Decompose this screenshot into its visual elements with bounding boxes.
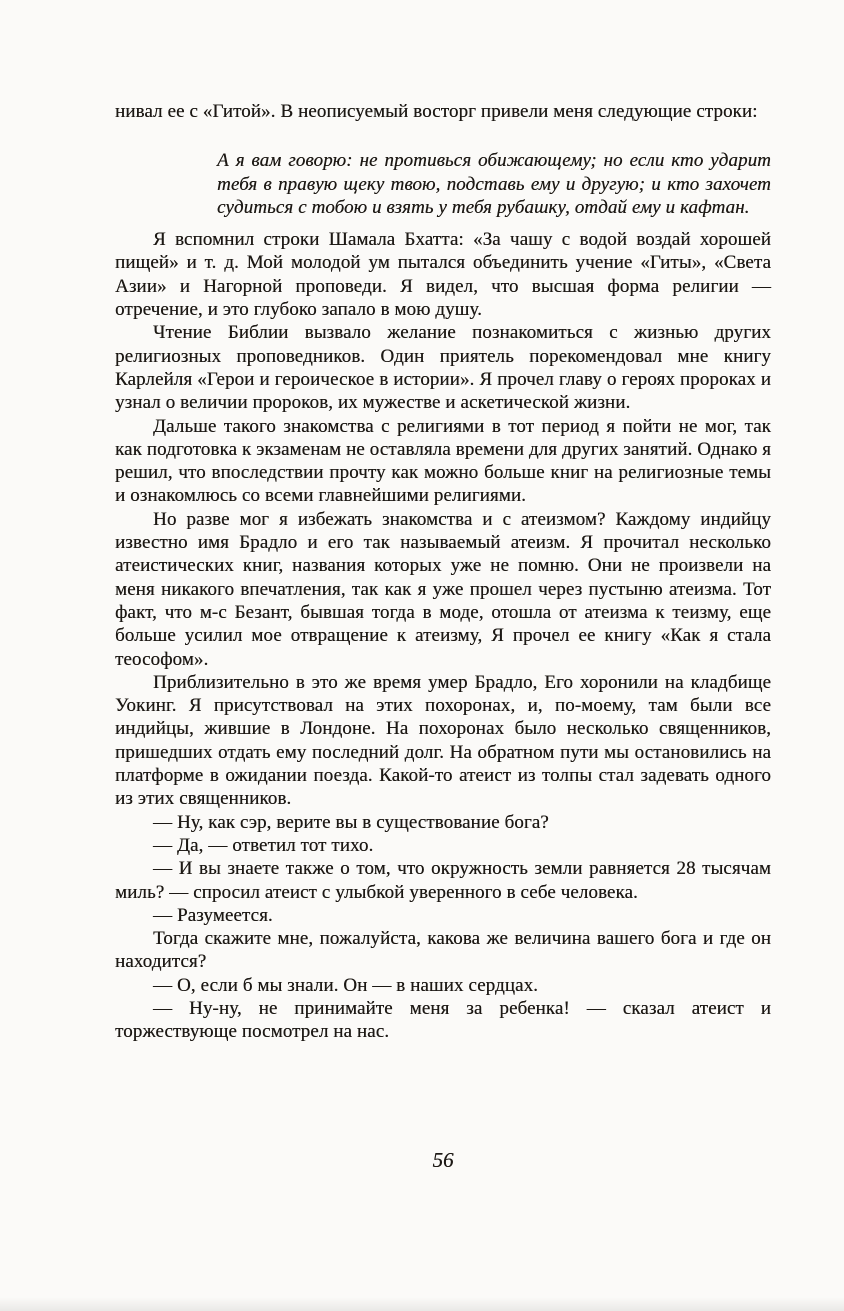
dialogue-line: — Разумеется. bbox=[153, 904, 273, 926]
paragraph: Тогда скажите мне, пожалуйста, какова же величина вашего бога и где он находится? bbox=[115, 928, 771, 973]
paragraph: Чтение Библии вызвало желание познакомиться с жизнью других религиозных проповедников. Один приятель порекомендовал мне книгу Карлейля «Герои и героическое в истории». Я прочел главу о героях пророках и узнал о величии пророков, их мужестве и аскетической жизни. bbox=[115, 322, 771, 414]
paragraph-continuation: нивал ее с «Гитой». В неописуемый восторг привели меня следующие строки: bbox=[115, 101, 758, 122]
paragraph: Но разве мог я избежать знакомства и с атеизмом? Каждому индийцу известно имя Брадло и его так называемый атеизм. Я прочитал несколько атеистических книг, названия которых уже не помню. Они не произвели на меня никакого впечатления, так как я уже прошел через пустыню атеизма. Тот факт, что м-с Безант, бывшая тогда в моде, отошла от атеизма к теизму, еще больше усилил мое отвращение к атеизму, Я прочел ее книгу «Как я стала теософом». bbox=[115, 508, 771, 670]
dialogue-line: — И вы знаете также о том, что окружность земли равняется 28 тысячам миль? — спросил атеист с улыбкой уверенного в себе человека. bbox=[115, 858, 771, 903]
dialogue-line: — О, если б мы знали. Он — в наших сердцах. bbox=[153, 974, 539, 996]
page-text-block bbox=[115, 100, 771, 1044]
dialogue-line: — Ну, как сэр, верите вы в существование бога? bbox=[153, 811, 549, 833]
dialogue-line: — Да, — ответил тот тихо. bbox=[153, 834, 374, 856]
paragraph: Приблизительно в это же время умер Брадло, Его хоронили на кладбище Уокинг. Я присутствовал на этих похоронах, и, по-моему, там были все индийцы, жившие в Лондоне. На похоронах было несколько священников, пришедших отдать ему последний долг. На обратном пути мы остановились на платформе в ожидании поезда. Какой-то атеист из толпы стал задевать одного из этих священников. bbox=[115, 671, 771, 810]
paragraph: Я вспомнил строки Шамала Бхатта: «За чашу с водой воздай хорошей пищей» и т. д. Мой молодой ум пытался объединить учение «Гиты», «Света Азии» и Нагорной проповеди. Я видел, что высшая форма религии — отречение, и это глубоко запало в мою душу. bbox=[115, 229, 771, 321]
scripture-quote-block: А я вам говорю: не противься обижающему; но если кто ударит тебя в правую щеку твою, подставь ему и другую; и кто захочет судиться с тобою и взять у тебя рубашку, отдай ему и кафтан. bbox=[217, 150, 771, 218]
page-number: 56 bbox=[432, 1148, 454, 1172]
paragraph: Дальше такого знакомства с религиями в тот период я пойти не мог, так как подготовка к экзаменам не оставляла времени для других занятий. Однако я решил, что впоследствии прочту как можно больше книг на религиозные темы и ознакомлюсь со всеми главнейшими религиями. bbox=[115, 415, 771, 507]
dialogue-line: — Ну-ну, не принимайте меня за ребенка! — сказал атеист и торжествующе посмотрел на нас. bbox=[115, 997, 771, 1043]
